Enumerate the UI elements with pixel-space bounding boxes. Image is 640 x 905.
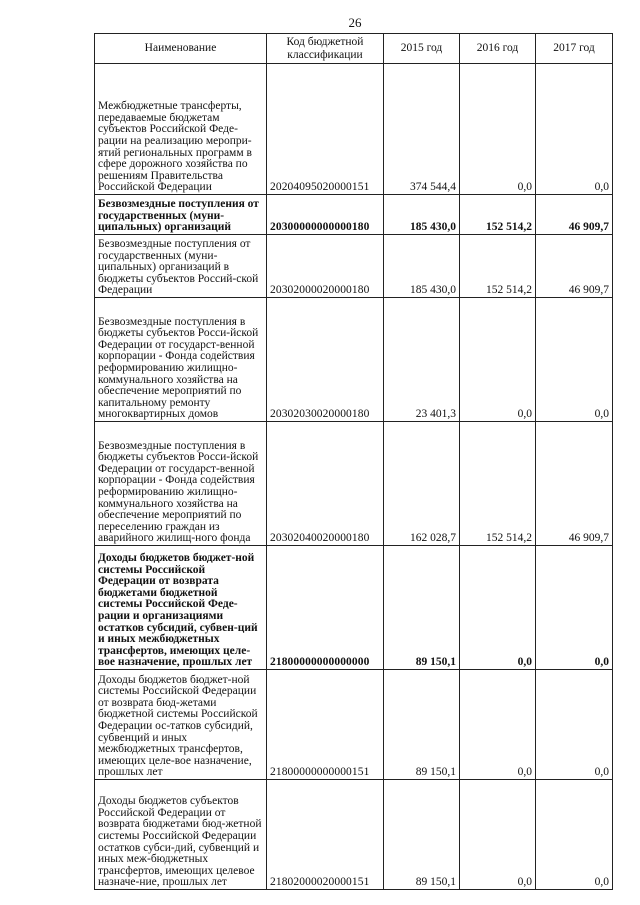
row-code: 20302040020000180 xyxy=(267,422,384,546)
row-code: 20302030020000180 xyxy=(267,298,384,422)
row-2017: 46 909,7 xyxy=(536,195,613,235)
row-code: 20300000000000180 xyxy=(267,195,384,235)
page-number: 26 xyxy=(348,15,362,30)
row-2016: 0,0 xyxy=(460,64,536,195)
row-2015: 162 028,7 xyxy=(384,422,460,546)
row-name: Доходы бюджетов бюджет-ной системы Российской Федерации от возврата бюд-жетами бюджетной системы Российской Федерации ос-татков субсидий, субвенций и иных межбюджетных трансфертов, имеющих целе-вое назначение, прошлых лет xyxy=(95,670,267,780)
row-2017: 0,0 xyxy=(536,64,613,195)
table-row xyxy=(95,298,613,422)
table-row xyxy=(95,235,613,298)
row-2016: 0,0 xyxy=(460,546,536,670)
row-2016: 0,0 xyxy=(460,780,536,890)
header-name: Наименование xyxy=(95,34,267,64)
row-code: 21802000020000151 xyxy=(267,780,384,890)
row-code: 21800000000000151 xyxy=(267,670,384,780)
row-2015: 185 430,0 xyxy=(384,235,460,298)
row-2017: 0,0 xyxy=(536,670,613,780)
row-2015: 89 150,1 xyxy=(384,670,460,780)
row-2015: 374 544,4 xyxy=(384,64,460,195)
row-name: Безвозмездные поступления от государственных (муни-ципальных) организаций в бюджеты субъектов Россий-ской Федерации xyxy=(95,235,267,298)
header-2016: 2016 год xyxy=(460,34,536,64)
table-row xyxy=(95,195,613,235)
header-2017: 2017 год xyxy=(536,34,613,64)
row-name: Безвозмездные поступления в бюджеты субъектов Росси-йской Федерации от государст-венной корпорации - Фонда содействия реформированию жилищно-коммунального хозяйства на обеспечение мероприятий по переселению граждан из аварийного жилищ-ного фонда xyxy=(95,422,267,546)
row-2016: 0,0 xyxy=(460,298,536,422)
table-row xyxy=(95,546,613,670)
row-name: Безвозмездные поступления от государственных (муни-ципальных) организаций xyxy=(95,195,267,235)
row-2017: 46 909,7 xyxy=(536,422,613,546)
row-2015: 23 401,3 xyxy=(384,298,460,422)
row-name: Межбюджетные трансферты, передаваемые бюджетам субъектов Российской Феде-рации на реализацию меропри-ятий региональных программ в сфере дорожного хозяйства по решениям Правительства Российской Федерации xyxy=(95,64,267,195)
header-2015: 2015 год xyxy=(384,34,460,64)
row-2017: 46 909,7 xyxy=(536,235,613,298)
row-code: 20204095020000151 xyxy=(267,64,384,195)
row-2017: 0,0 xyxy=(536,780,613,890)
row-2015: 89 150,1 xyxy=(384,780,460,890)
row-2015: 185 430,0 xyxy=(384,195,460,235)
budget-table xyxy=(94,33,613,890)
row-code: 21800000000000000 xyxy=(267,546,384,670)
row-2017: 0,0 xyxy=(536,546,613,670)
row-2016: 152 514,2 xyxy=(460,195,536,235)
table-header-row xyxy=(95,34,613,64)
header-code: Код бюджетной классификации xyxy=(267,34,384,64)
table-row xyxy=(95,780,613,890)
row-code: 20302000020000180 xyxy=(267,235,384,298)
row-2016: 0,0 xyxy=(460,670,536,780)
row-name: Безвозмездные поступления в бюджеты субъектов Росси-йской Федерации от государст-венной корпорации - Фонда содействия реформированию жилищно-коммунального хозяйства на обеспечение мероприятий по капитальному ремонту многоквартирных домов xyxy=(95,298,267,422)
row-name: Доходы бюджетов субъектов Российской Федерации от возврата бюджетами бюд-жетной системы Российской Федерации остатков субси-дий, субвенций и иных меж-бюджетных трансфертов, имеющих целевое назначе-ние, прошлых лет xyxy=(95,780,267,890)
table-row xyxy=(95,422,613,546)
table-row xyxy=(95,64,613,195)
row-2017: 0,0 xyxy=(536,298,613,422)
row-name: Доходы бюджетов бюджет-ной системы Российской Федерации от возврата бюджетами бюджетной системы Российской Феде-рации и организациями остатков субсидий, субвен-ций и иных межбюджетных трансфертов, имеющих целе-вое назначение, прошлых лет xyxy=(95,546,267,670)
row-2015: 89 150,1 xyxy=(384,546,460,670)
row-2016: 152 514,2 xyxy=(460,235,536,298)
row-2016: 152 514,2 xyxy=(460,422,536,546)
table-row xyxy=(95,670,613,780)
